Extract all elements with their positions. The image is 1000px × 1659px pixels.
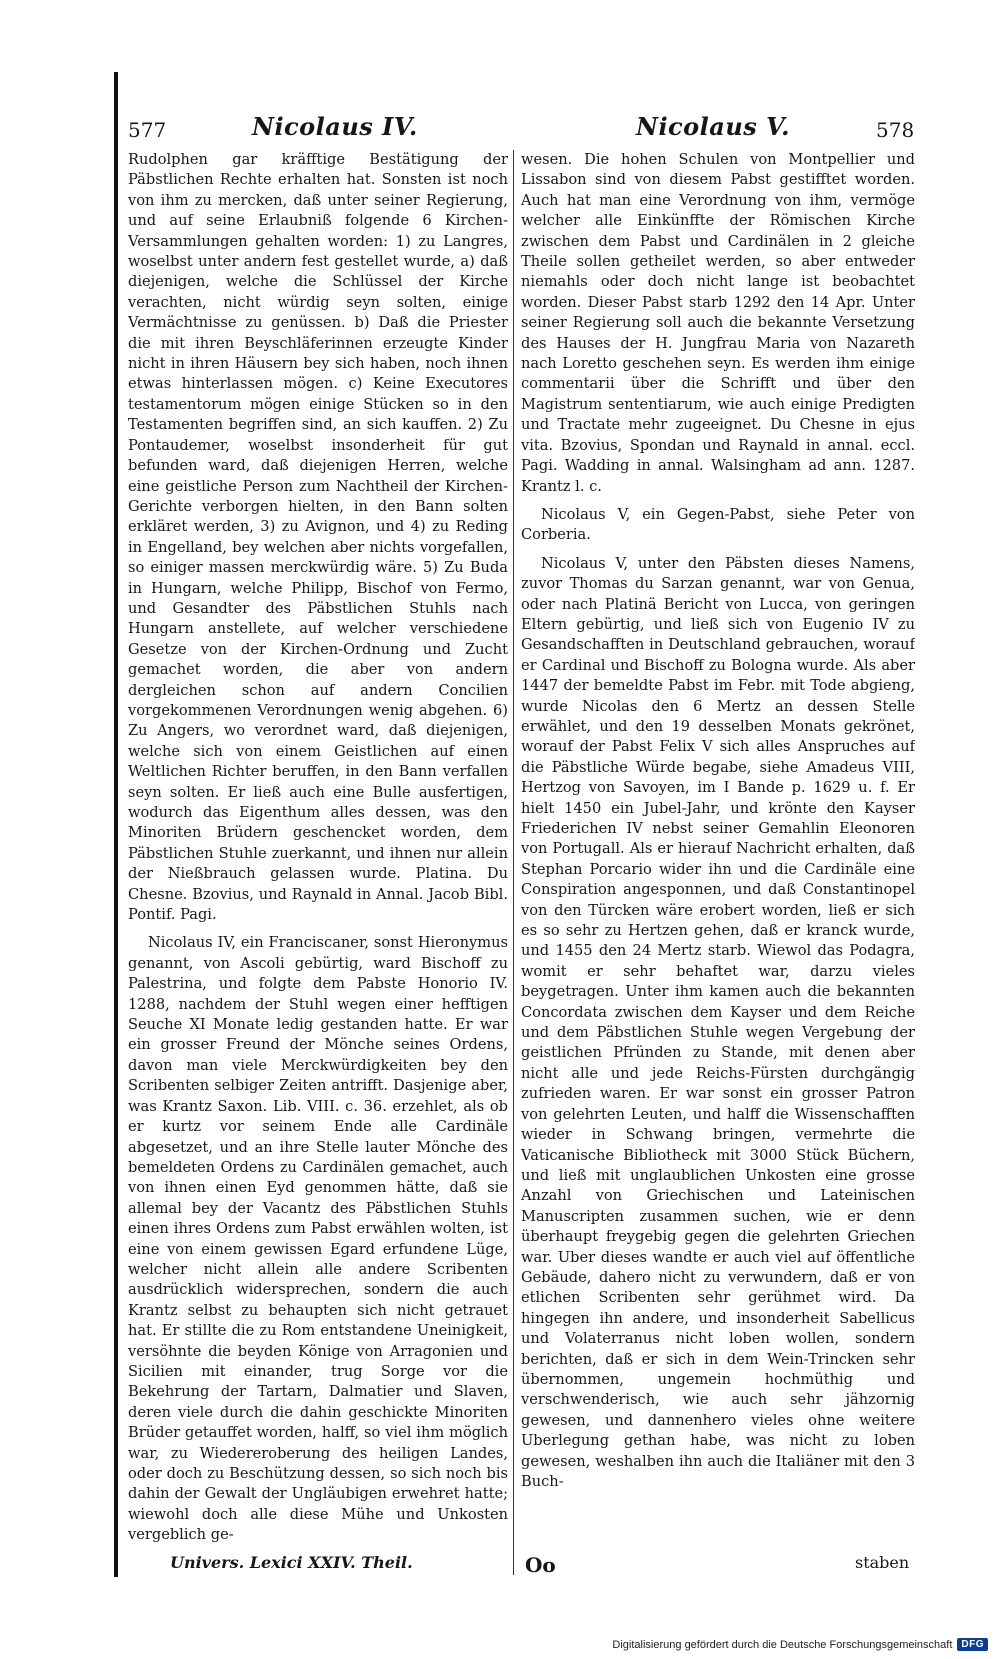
right-paragraph: Nicolaus V, ein Gegen-Pabst, siehe Peter von Corberia. xyxy=(521,505,915,544)
left-page-number: 577 xyxy=(128,118,167,142)
right-column xyxy=(521,150,915,1550)
left-column xyxy=(128,150,508,1550)
right-running-title: Nicolaus V. xyxy=(636,112,790,141)
dfg-logo-icon: DFG xyxy=(957,1638,988,1651)
left-paragraph: Rudolphen gar kräfftige Bestätigung der Päbstlichen Rechte erhalten hat. Sonsten ist noch von ihm zu mercken, daß unter seiner Regierung, und auf seine Erlaubniß folgende 6 Kirchen-Versammlungen gehalten worden: 1) zu Langres, woselbst unter andern fest gestellet wurde, a) daß diejenigen, welche die Schlüssel der Kirche verachten, nicht würdig seyn solten, einige Vermächtnisse zu genüssen. b) Daß die Priester die mit ihren Beyschläferinnen erzeugte Kinder nicht in ihren Häusern bey sich haben, noch ihnen etwas hinterlassen mögen. c) Keine Executores testamentorum mögen einige Stücken so in den Testamenten begriffen sind, an sich kauffen. 2) Zu Pontaudemer, woselbst insonderheit für gut befunden ward, daß diejenigen Herren, welche eine geistliche Person zum Nachtheil der Kirchen-Gerichte verborgen hielten, in den Bann solten erkläret werden, 3) zu Avignon, und 4) zu Reding in Engelland, bey welchen aber nichts vorgefallen, so einiger massen merckwürdig wäre. 5) Zu Buda in Hungarn, welche Philipp, Bischof von Fermo, und Gesandter des Päbstlichen Stuhls nach Hungarn anstellete, auf welcher verschiedene Gesetze von der Kirchen-Ordnung und Zucht gemachet worden, die aber von andern dergleichen schon auf andern Concilien vorgekommenen Verordnungen wenig abgehen. 6) Zu Angers, wo verordnet ward, daß diejenigen, welche sich von einem Geistlichen auf einen Weltlichen Richter beruffen, in den Bann verfallen seyn solten. Er ließ auch eine Bulle ausfertigen, wodurch das Eigenthum alles dessen, was den Minoriten Brüdern geschencket worden, dem Päbstlichen Stuhle zuerkannt, und ihnen nur allein der Nießbrauch gelassen wurde. Platina. Du Chesne. Bzovius, und Raynald in Annal. Jacob Bibl. Pontif. Pagi. xyxy=(128,151,508,924)
left-border-rule xyxy=(114,72,118,1577)
catchword: staben xyxy=(855,1553,910,1572)
left-page-header xyxy=(128,112,508,146)
right-paragraph: wesen. Die hohen Schulen von Montpellier und Lissabon sind von diesem Pabst gestifftet worden. Auch hat man eine Verordnung von ihm, vermöge welcher alle Einkünffte der Römischen Kirche zwischen dem Pabst und Cardinälen in 2 gleiche Theile sollen getheilet werden, so aber entweder niemahls oder doch nicht lange ist beobachtet worden. Dieser Pabst starb 1292 den 14 Apr. Unter seiner Regierung soll auch die bekannte Versetzung des Hauses der H. Jungfrau Maria von Nazareth nach Loretto geschehen seyn. Es werden ihm einige commentarii über die Schrifft und über den Magistrum sententiarum, wie auch einige Predigten und Tractate mehr zugeeignet. Du Chesne in ejus vita. Bzovius, Spondan und Raynald in annal. eccl. Pagi. Wadding in annal. Walsingham ad ann. 1287. Krantz l. c. xyxy=(521,151,915,495)
column-divider xyxy=(513,150,514,1575)
right-page-header xyxy=(518,112,918,146)
right-paragraph: Nicolaus V, unter den Päbsten dieses Namens, zuvor Thomas du Sarzan genannt, war von Genua, oder nach Platinä Bericht von Lucca, von geringen Eltern gebürtig, und ließ sich von Eugenio IV zu Gesandschafften in Deutschland gebrauchen, worauf er Cardinal und Bischoff zu Bologna wurde. Als aber 1447 der bemeldte Pabst im Febr. mit Tode abgieng, wurde Nicolas den 6 Mertz an dessen Stelle erwählet, und den 19 desselben Monats gekrönet, worauf der Pabst Felix V sich alles Anspruches auf die Päbstliche Würde begabe, siehe Amadeus VIII, Hertzog von Savoyen, im I Bande p. 1629 u. f. Er hielt 1450 ein Jubel-Jahr, und krönte den Kayser Friederichen IV nebst seiner Gemahlin Eleonoren von Portugall. Als er hierauf Nachricht erhalten, daß Stephan Porcario wider ihn und die Cardinäle eine Conspiration angesponnen, und daß Constantinopel von den Türcken wäre erobert worden, ließ er sich es so sehr zu Hertzen gehen, daß er kranck wurde, und 1455 den 24 Mertz starb. Wiewol das Podagra, womit er sehr behaftet war, darzu vieles beygetragen. Unter ihm kamen auch die bekannten Concordata zwischen dem Kayser und dem Reiche und dem Päbstlichen Stuhle wegen Vergebung der geistlichen Pfründen zu Stande, mit denen aber nicht alle und jede Reichs-Fürsten durchgängig zufrieden waren. Er war sonst ein grosser Patron von gelehrten Leuten, und halff die Wissenschafften wieder in Schwang bringen, vermehrte die Vaticanische Bibliotheck mit 3000 Stück Büchern, und ließ mit unglaublichen Unkosten eine grosse Anzahl von Griechischen und Lateinischen Manuscripten zusammen suchen, wie er denn überhaupt freygebig gegen die gelehrten Griechen war. Uber dieses wandte er auch viel auf öffentliche Gebäude, dahero nicht zu verwundern, daß er von etlichen Scribenten sehr gerühmet wird. Da hingegen ihn andere, und insonderheit Sabellicus und Volaterranus nicht loben wollen, sondern berichten, daß er sich in dem Wein-Trincken sehr übernommen, ungemein hochmüthig und verschwenderisch, wie auch sehr jähzornig gewesen, und dannenhero vieles ohne weitere Uberlegung gethan habe, was nicht zu loben gewesen, weshalben ihn auch die Italiäner mit den 3 Buch- xyxy=(521,554,915,1490)
left-paragraph: Nicolaus IV, ein Franciscaner, sonst Hieronymus genannt, von Ascoli gebürtig, ward Bischoff zu Palestrina, und folgte dem Pabste Honorio IV. 1288, nachdem der Stuhl wegen einer hefftigen Seuche XI Monate ledig gestanden hatte. Er war ein grosser Freund der Mönche seines Ordens, davon man viele Merckwürdigkeiten bey den Scribenten selbiger Zeiten antrifft. Dasjenige aber, was Krantz Saxon. Lib. VIII. c. 36. erzehlet, als ob er kurtz vor seinem Ende alle Cardinäle abgesetzet, und an ihre Stelle lauter Mönche des bemeldeten Ordens zu Cardinälen gemachet, auch von ihnen einen Eyd genommen hätte, daß sie allemal bey der Vacantz des Päbstlichen Stuhls einen ihres Ordens zum Pabst erwählen wolten, ist eine von einem gewissen Egard erfundene Lüge, welcher nicht allein alle andere Scribenten ausdrücklich widersprechen, sondern die auch Krantz selbst zu behaupten sich nicht getrauet hat. Er stillte die zu Rom entstandene Uneinigkeit, versöhnte die beyden Könige von Arragonien und Sicilien mit einander, trug Sorge vor die Bekehrung der Tartarn, Dalmatier und Slaven, deren viele durch die dahin geschickte Minoriten Brüder getauffet worden, halff, so viel ihm möglich war, zu Wiedereroberung des heiligen Landes, oder doch zu Beschützung dessen, so sich noch bis dahin der Gewalt der Ungläubigen erwehret hatte; wiewohl doch alle diese Mühe und Unkosten vergeblich ge- xyxy=(128,934,508,1544)
digitization-credit xyxy=(612,1638,988,1651)
left-running-title: Nicolaus IV. xyxy=(252,112,418,141)
right-page-number: 578 xyxy=(876,118,915,142)
signature-mark: Oo xyxy=(525,1553,556,1577)
signature-line: Univers. Lexici XXIV. Theil. xyxy=(170,1553,413,1572)
credit-text: Digitalisierung gefördert durch die Deutsche Forschungsgemeinschaft xyxy=(612,1638,953,1651)
